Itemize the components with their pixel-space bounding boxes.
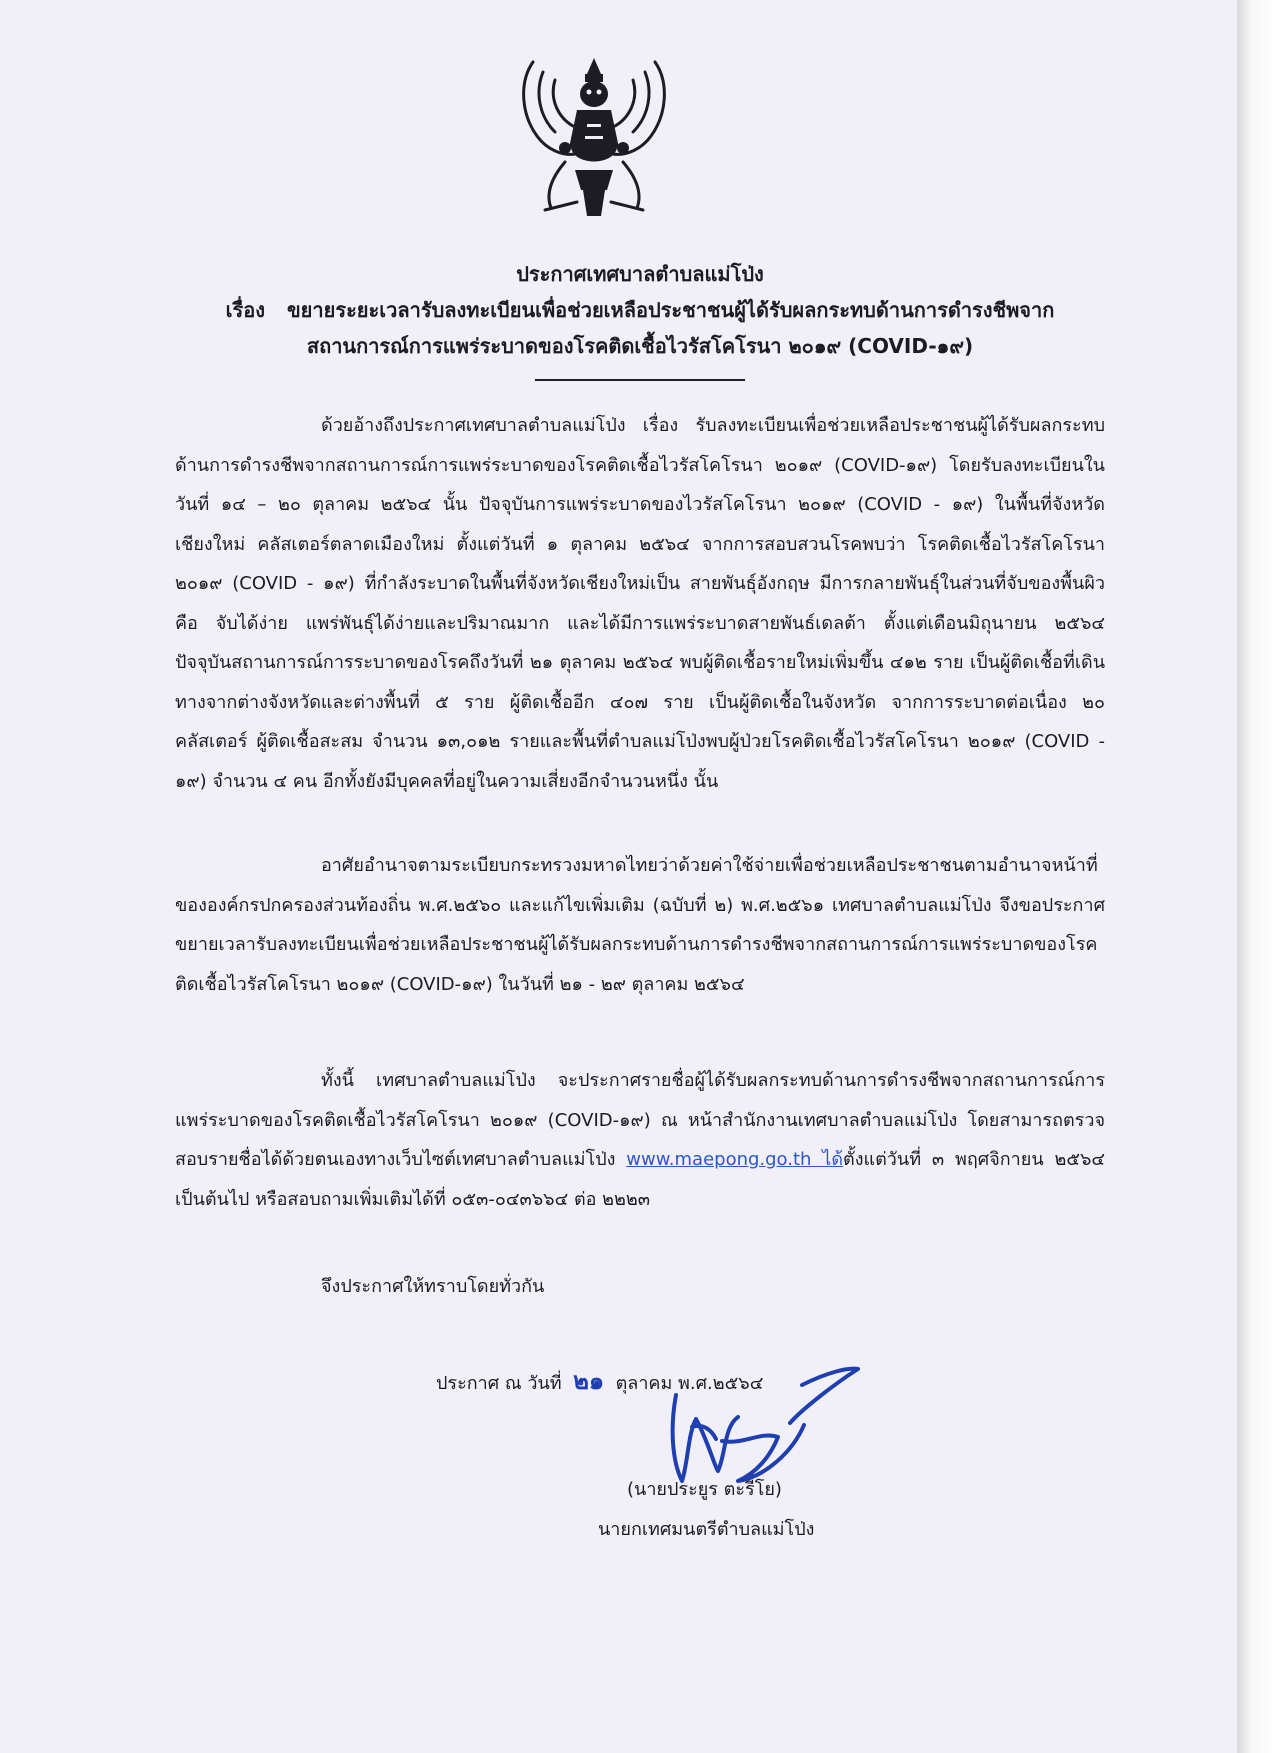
body-paragraph-1: ด้วยอ้างถึงประกาศเทศบาลตำบลแม่โป่ง เรื่อง รับลงทะเบียนเพื่อช่วยเหลือประชาชนผู้ได้รับผลกระทบด้านการดำรงชีพจากสถานการณ์การแพร่ระบาดของโรคติดเชื้อไวรัสโคโรนา ๒๐๑๙ (COVID-๑๙) โดยรับลงทะเบียนในวันที่ ๑๔ – ๒๐ ตุลาคม ๒๕๖๔ นั้น ปัจจุบันการแพร่ระบาดของไวรัสโคโรนา ๒๐๑๙ (COVID - ๑๙) ในพื้นที่จังหวัดเชียงใหม่ คลัสเตอร์ตลาดเมืองใหม่ ตั้งแต่วันที่ ๑ ตุลาคม ๒๕๖๔ จากการสอบสวนโรคพบว่า โรคติดเชื้อไวรัสโคโรนา ๒๐๑๙ (COVID - ๑๙) ที่กำลังระบาดในพื้นที่จังหวัดเชียงใหม่เป็น สายพันธุ์อังกฤษ มีการกลายพันธุ์ในส่วนที่จับของพื้นผิว คือ จับได้ง่าย แพร่พันธุ์ได้ง่ายและปริมาณมาก และได้มีการแพร่ระบาดสายพันธ์เดลต้า ตั้งแต่เดือนมิถุนายน ๒๕๖๔ ปัจจุบันสถานการณ์การระบาดของโรคถึงวันที่ ๒๑ ตุลาคม ๒๕๖๔ พบผู้ติดเชื้อรายใหม่เพิ่มขึ้น ๔๑๒ ราย เป็นผู้ติดเชื้อที่เดินทางจากต่างจังหวัดและต่างพื้นที่ ๕ ราย ผู้ติดเชื้ออีก ๔๐๗ ราย เป็นผู้ติดเชื้อในจังหวัด จากการระบาดต่อเนื่อง ๒๐ คลัสเตอร์ ผู้ติดเชื้อสะสม จำนวน ๑๓,๐๑๒ รายและพื้นที่ตำบลแม่โป่งพบผู้ป่วยโรคติดเชื้อไวรัสโคโรนา ๒๐๑๙ (COVID - ๑๙) จำนวน ๔ คน อีกทั้งยังมีบุคคลที่อยู่ในความเสี่ยงอีกจำนวนหนึ่ง นั้น	[175, 415, 1105, 792]
date-prefix: ประกาศ ณ วันที่	[436, 1373, 562, 1394]
subject-text-line1: ขยายระยะเวลารับลงทะเบียนเพื่อช่วยเหลือประชาชนผู้ได้รับผลกระทบด้านการดำรงชีพจาก	[286, 298, 1055, 322]
body-paragraph-2: อาศัยอำนาจตามระเบียบกระทรวงมหาดไทยว่าด้วยค่าใช้จ่ายเพื่อช่วยเหลือประชาชนตามอำนาจหน้าที่ขององค์กรปกครองส่วนท้องถิ่น พ.ศ.๒๕๖๐ และแก้ไขเพิ่มเติม (ฉบับที่ ๒) พ.ศ.๒๕๖๑ เทศบาลตำบลแม่โป่ง จึงขอประกาศขยายเวลารับลงทะเบียนเพื่อช่วยเหลือประชาชนผู้ได้รับผลกระทบด้านการดำรงชีพจากสถานการณ์การแพร่ระบาดของโรคติดเชื้อไวรัสโคโรนา ๒๐๑๙ (COVID-๑๙) ในวันที่ ๒๑ - ๒๙ ตุลาคม ๒๕๖๔	[175, 855, 1105, 995]
website-link[interactable]: www.maepong.go.th ได้	[626, 1149, 844, 1170]
date-month-year: ตุลาคม พ.ศ.๒๕๖๔	[615, 1373, 764, 1394]
signer-name: (นายประยูร ตะรีโย)	[627, 1479, 782, 1500]
body-paragraph-3	[175, 1061, 1105, 1219]
subject-label: เรื่อง	[225, 298, 265, 322]
title-divider	[535, 379, 745, 381]
date-day-handwritten: ๒๑	[573, 1367, 605, 1395]
announcement-title: ประกาศเทศบาลตำบลแม่โป่ง	[516, 262, 764, 286]
scan-page-edge	[1237, 0, 1275, 1753]
subject-text-line2: สถานการณ์การแพร่ระบาดของโรคติดเชื้อไวรัสโคโรนา ๒๐๑๙ (COVID-๑๙)	[306, 334, 974, 358]
signer-position: นายกเทศมนตรีตำบลแม่โป่ง	[598, 1519, 815, 1540]
closing-statement: จึงประกาศให้ทราบโดยทั่วกัน	[321, 1276, 545, 1297]
garuda-emblem-icon	[515, 52, 673, 222]
subject-line	[140, 296, 1140, 324]
paragraph-3-text: ทั้งนี้ เทศบาลตำบลแม่โป่ง จะประกาศรายชื่อผู้ได้รับผลกระทบด้านการดำรงชีพจากสถานการณ์การแพร่ระบาดของโรคติดเชื้อไวรัสโคโรนา ๒๐๑๙ (COVID-๑๙) ณ หน้าสำนักงานเทศบาลตำบลแม่โป่ง โดยสามารถตรวจสอบรายชื่อได้ด้วยตนเองทางเว็บไซต์เทศบาลตำบลแม่โป่ง	[175, 1070, 1105, 1170]
paragraph-3-text-end: ตั้งแต่วันที่ ๓ พฤศจิกายน ๒๕๖๔ เป็นต้นไป หรือสอบถามเพิ่มเติมได้ที่ ๐๕๓-๐๔๓๖๖๔ ต่อ ๒๒๒๓	[175, 1149, 1105, 1210]
